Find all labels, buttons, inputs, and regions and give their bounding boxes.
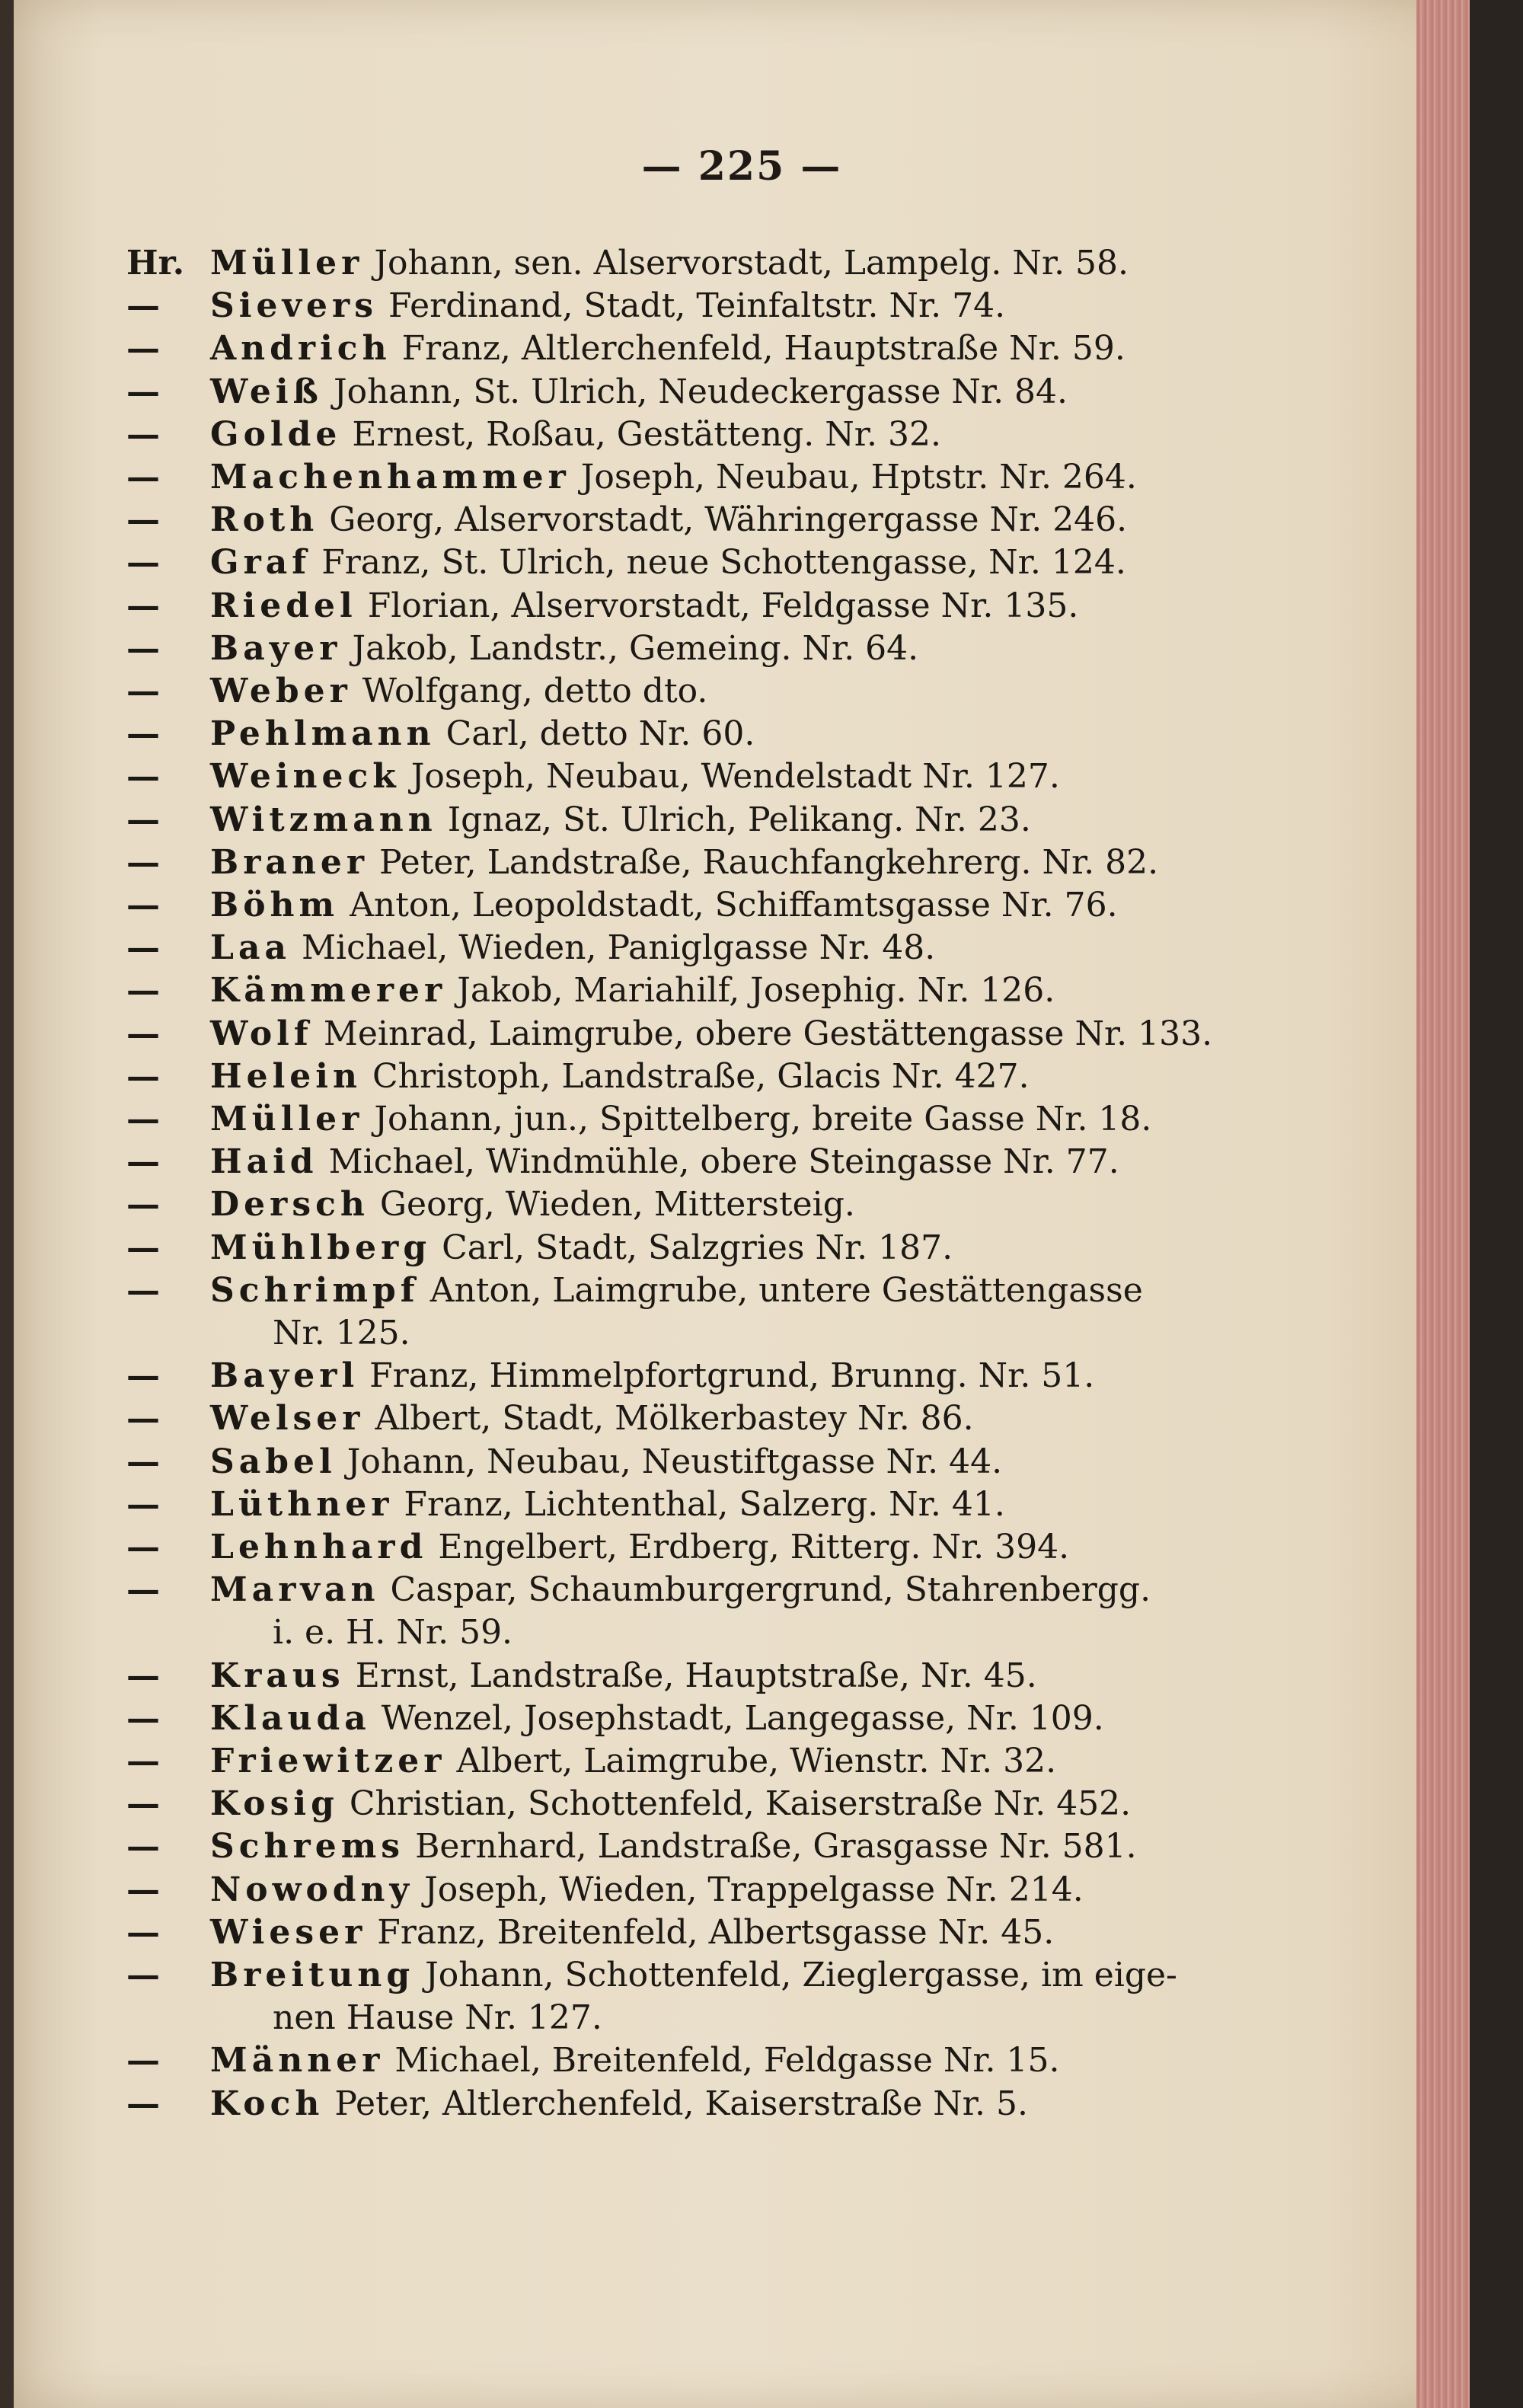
directory-entries <box>14 0 1470 2408</box>
directory-entry <box>126 285 1005 327</box>
directory-entry <box>126 1483 1005 1526</box>
entry-surname: Bayerl <box>210 1356 359 1395</box>
entry-details: Wenzel, Josephstadt, Langegasse, Nr. 109. <box>381 1699 1104 1738</box>
entry-surname: Wieser <box>210 1913 367 1952</box>
directory-entry <box>126 414 941 456</box>
directory-entry <box>126 1526 1069 1569</box>
entry-prefix: — <box>126 1185 160 1224</box>
directory-entry <box>126 1397 974 1440</box>
entry-prefix: — <box>126 1528 160 1566</box>
entry-surname: Wolf <box>210 1014 313 1053</box>
entry-details: Johann, St. Ulrich, Neudeckergasse Nr. 84. <box>333 372 1068 411</box>
entry-prefix: — <box>126 329 160 368</box>
entry-details: Joseph, Wieden, Trappelgasse Nr. 214. <box>424 1870 1084 1909</box>
directory-entry <box>126 2083 1028 2125</box>
entry-details: Michael, Windmühle, obere Steingasse Nr. 77. <box>328 1142 1119 1181</box>
entry-prefix: — <box>126 500 160 539</box>
entry-details: Carl, Stadt, Salzgries Nr. 187. <box>442 1228 953 1267</box>
entry-surname: Böhm <box>210 886 340 925</box>
entry-details: Albert, Stadt, Mölkerbastey Nr. 86. <box>375 1399 974 1438</box>
entry-prefix: — <box>126 629 160 668</box>
entry-details: Ignaz, St. Ulrich, Pelikang. Nr. 23. <box>447 800 1031 839</box>
entry-details: Florian, Alservorstadt, Feldgasse Nr. 135. <box>367 586 1079 625</box>
directory-entry <box>126 1098 1151 1141</box>
entry-surname: Männer <box>210 2041 385 2080</box>
book-page <box>14 0 1470 2408</box>
entry-prefix: — <box>126 586 160 625</box>
entry-details: Franz, Breitenfeld, Albertsgasse Nr. 45. <box>377 1913 1055 1952</box>
entry-prefix: — <box>126 1100 160 1139</box>
entry-surname: Roth <box>210 500 319 539</box>
entry-prefix: — <box>126 714 160 753</box>
directory-entry <box>126 1355 1094 1397</box>
entry-surname: Sievers <box>210 286 378 325</box>
directory-entry <box>126 628 918 670</box>
entry-details: Georg, Alservorstadt, Währingergasse Nr. 246. <box>329 500 1128 539</box>
directory-entry <box>126 1740 1056 1783</box>
entry-prefix: — <box>126 928 160 967</box>
entry-surname: Müller <box>210 244 364 283</box>
entry-prefix: — <box>126 1356 160 1395</box>
entry-surname: Marvan <box>210 1570 380 1609</box>
entry-prefix: — <box>126 1656 160 1695</box>
directory-entry <box>126 884 1118 927</box>
directory-entry <box>126 1183 855 1226</box>
directory-entry <box>126 927 935 969</box>
entry-surname: Müller <box>210 1100 364 1139</box>
entry-prefix: — <box>126 286 160 325</box>
entry-prefix: — <box>126 1784 160 1823</box>
page-number: — 225 — <box>641 143 842 190</box>
entry-prefix: — <box>126 1570 160 1609</box>
entry-details: Georg, Wieden, Mittersteig. <box>379 1185 855 1224</box>
entry-surname: Friewitzer <box>210 1742 446 1780</box>
directory-entry <box>126 585 1078 628</box>
entry-details: Johann, Schottenfeld, Zieglergasse, im eige- <box>425 1956 1177 1994</box>
directory-entry <box>126 499 1127 541</box>
entry-details: Michael, Wieden, Paniglgasse Nr. 48. <box>301 928 936 967</box>
entry-surname: Dersch <box>210 1185 369 1224</box>
directory-entry <box>126 1655 1037 1697</box>
entry-details: Anton, Laimgrube, untere Gestättengasse <box>429 1271 1143 1310</box>
entry-prefix: — <box>126 1913 160 1952</box>
directory-entry <box>126 1227 953 1269</box>
directory-entry <box>126 842 1158 884</box>
entry-surname: Kosig <box>210 1784 339 1823</box>
entry-surname: Weiß <box>210 372 323 411</box>
entry-prefix: — <box>126 2084 160 2123</box>
entry-prefix: — <box>126 757 160 796</box>
entry-surname: Schrems <box>210 1827 405 1866</box>
entry-details: Caspar, Schaumburgergrund, Stahrenbergg. <box>390 1570 1151 1609</box>
directory-entry <box>126 541 1126 584</box>
entry-prefix: — <box>126 1228 160 1267</box>
directory-entry <box>126 799 1031 842</box>
entry-surname: Pehlmann <box>210 714 436 753</box>
entry-surname: Koch <box>210 2084 324 2123</box>
entry-details: Christian, Schottenfeld, Kaiserstraße Nr. 452. <box>349 1784 1132 1823</box>
entry-prefix: — <box>126 1399 160 1438</box>
directory-entry <box>126 327 1125 370</box>
entry-details: Carl, detto Nr. 60. <box>445 714 755 753</box>
entry-details: Christoph, Landstraße, Glacis Nr. 427. <box>372 1057 1030 1096</box>
entry-surname: Mühlberg <box>210 1228 432 1267</box>
entry-details: Johann, sen. Alservorstadt, Lampelg. Nr. 58. <box>374 244 1129 283</box>
directory-entry <box>126 1869 1084 1911</box>
directory-entry <box>126 969 1055 1012</box>
directory-entry <box>126 1013 1212 1055</box>
entry-surname: Lüthner <box>210 1485 394 1524</box>
entry-details: Jakob, Mariahilf, Josephig. Nr. 126. <box>457 971 1055 1010</box>
entry-surname: Kämmerer <box>210 971 447 1010</box>
directory-entry <box>126 242 1129 285</box>
entry-surname: Weber <box>210 672 352 711</box>
entry-details: Peter, Altlerchenfeld, Kaiserstraße Nr. 5. <box>334 2084 1028 2123</box>
entry-continuation: nen Hause Nr. 127. <box>273 1998 602 2037</box>
entry-prefix: — <box>126 1014 160 1053</box>
entry-surname: Kraus <box>210 1656 345 1695</box>
entry-details: Albert, Laimgrube, Wienstr. Nr. 32. <box>456 1742 1057 1780</box>
book-gutter <box>0 0 14 2408</box>
entry-surname: Sabel <box>210 1442 337 1481</box>
entry-prefix: — <box>126 1870 160 1909</box>
entry-prefix: — <box>126 1956 160 1994</box>
entry-prefix: — <box>126 800 160 839</box>
page-edge <box>1416 0 1470 2408</box>
entry-details: Meinrad, Laimgrube, obere Gestättengasse Nr. 133. <box>323 1014 1213 1053</box>
entry-details: Franz, St. Ulrich, neue Schottengasse, Nr. 124. <box>321 543 1126 582</box>
entry-details: Jakob, Landstr., Gemeing. Nr. 64. <box>352 629 919 668</box>
entry-details: Ernest, Roßau, Gestätteng. Nr. 32. <box>352 415 941 454</box>
directory-entry <box>126 2039 1060 2082</box>
directory-entry <box>126 1441 1002 1483</box>
entry-prefix: — <box>126 886 160 925</box>
entry-prefix: — <box>126 1699 160 1738</box>
entry-surname: Witzmann <box>210 800 437 839</box>
entry-surname: Schrimpf <box>210 1271 420 1310</box>
directory-entry <box>126 1141 1119 1183</box>
directory-entry <box>126 371 1068 414</box>
entry-surname: Braner <box>210 843 369 882</box>
directory-entry <box>126 1954 1177 1997</box>
directory-entry <box>126 1569 1151 1611</box>
entry-details: Franz, Himmelpfortgrund, Brunng. Nr. 51. <box>369 1356 1095 1395</box>
directory-entry <box>126 713 755 755</box>
entry-details: Joseph, Neubau, Hptstr. Nr. 264. <box>580 458 1137 497</box>
entry-surname: Laa <box>210 928 291 967</box>
entry-surname: Andrich <box>210 329 391 368</box>
entry-prefix: — <box>126 1742 160 1780</box>
entry-details: Peter, Landstraße, Rauchfangkehrerg. Nr. 82. <box>379 843 1159 882</box>
entry-details: Johann, jun., Spittelberg, breite Gasse Nr. 18. <box>374 1100 1152 1139</box>
entry-continuation: i. e. H. Nr. 59. <box>273 1613 513 1652</box>
entry-prefix: — <box>126 415 160 454</box>
entry-surname: Golde <box>210 415 342 454</box>
entry-prefix: — <box>126 1485 160 1524</box>
entry-surname: Welser <box>210 1399 365 1438</box>
entry-surname: Weineck <box>210 757 401 796</box>
entry-details: Joseph, Neubau, Wendelstadt Nr. 127. <box>410 757 1060 796</box>
directory-entry <box>126 1783 1131 1825</box>
entry-surname: Graf <box>210 543 311 582</box>
directory-entry <box>126 670 707 713</box>
directory-entry <box>126 1697 1104 1740</box>
entry-details: Wolfgang, detto dto. <box>362 672 708 711</box>
entry-prefix: — <box>126 1827 160 1866</box>
entry-surname: Lehnhard <box>210 1528 428 1566</box>
entry-details: Anton, Leopoldstadt, Schiffamtsgasse Nr. 76. <box>350 886 1118 925</box>
entry-prefix: — <box>126 2041 160 2080</box>
entry-prefix: — <box>126 543 160 582</box>
entry-prefix: — <box>126 843 160 882</box>
entry-surname: Haid <box>210 1142 318 1181</box>
directory-entry <box>126 1269 1143 1312</box>
entry-details: Johann, Neubau, Neustiftgasse Nr. 44. <box>346 1442 1003 1481</box>
entry-details: Bernhard, Landstraße, Grasgasse Nr. 581. <box>415 1827 1137 1866</box>
entry-details: Engelbert, Erdberg, Ritterg. Nr. 394. <box>438 1528 1070 1566</box>
entry-prefix: — <box>126 1142 160 1181</box>
directory-entry <box>126 456 1137 499</box>
entry-surname: Helein <box>210 1057 362 1096</box>
directory-entry <box>126 1055 1030 1098</box>
directory-entry <box>126 755 1060 798</box>
entry-surname: Klauda <box>210 1699 371 1738</box>
entry-prefix: — <box>126 1271 160 1310</box>
directory-entry <box>126 1825 1137 1868</box>
entry-continuation: Nr. 125. <box>273 1314 410 1353</box>
entry-details: Franz, Altlerchenfeld, Hauptstraße Nr. 59. <box>401 329 1125 368</box>
entry-prefix: — <box>126 971 160 1010</box>
entry-prefix: — <box>126 1442 160 1481</box>
entry-surname: Nowodny <box>210 1870 414 1909</box>
entry-surname: Bayer <box>210 629 342 668</box>
entry-surname: Breitung <box>210 1956 415 1994</box>
entry-prefix: — <box>126 1057 160 1096</box>
entry-prefix: — <box>126 458 160 497</box>
directory-entry <box>126 1911 1054 1954</box>
entry-surname: Machenhammer <box>210 458 570 497</box>
entry-details: Ferdinand, Stadt, Teinfaltstr. Nr. 74. <box>388 286 1006 325</box>
entry-details: Ernst, Landstraße, Hauptstraße, Nr. 45. <box>355 1656 1037 1695</box>
entry-prefix: Hr. <box>126 244 185 283</box>
entry-surname: Riedel <box>210 586 357 625</box>
entry-prefix: — <box>126 372 160 411</box>
entry-details: Michael, Breitenfeld, Feldgasse Nr. 15. <box>394 2041 1060 2080</box>
entry-prefix: — <box>126 672 160 711</box>
entry-details: Franz, Lichtenthal, Salzerg. Nr. 41. <box>404 1485 1005 1524</box>
